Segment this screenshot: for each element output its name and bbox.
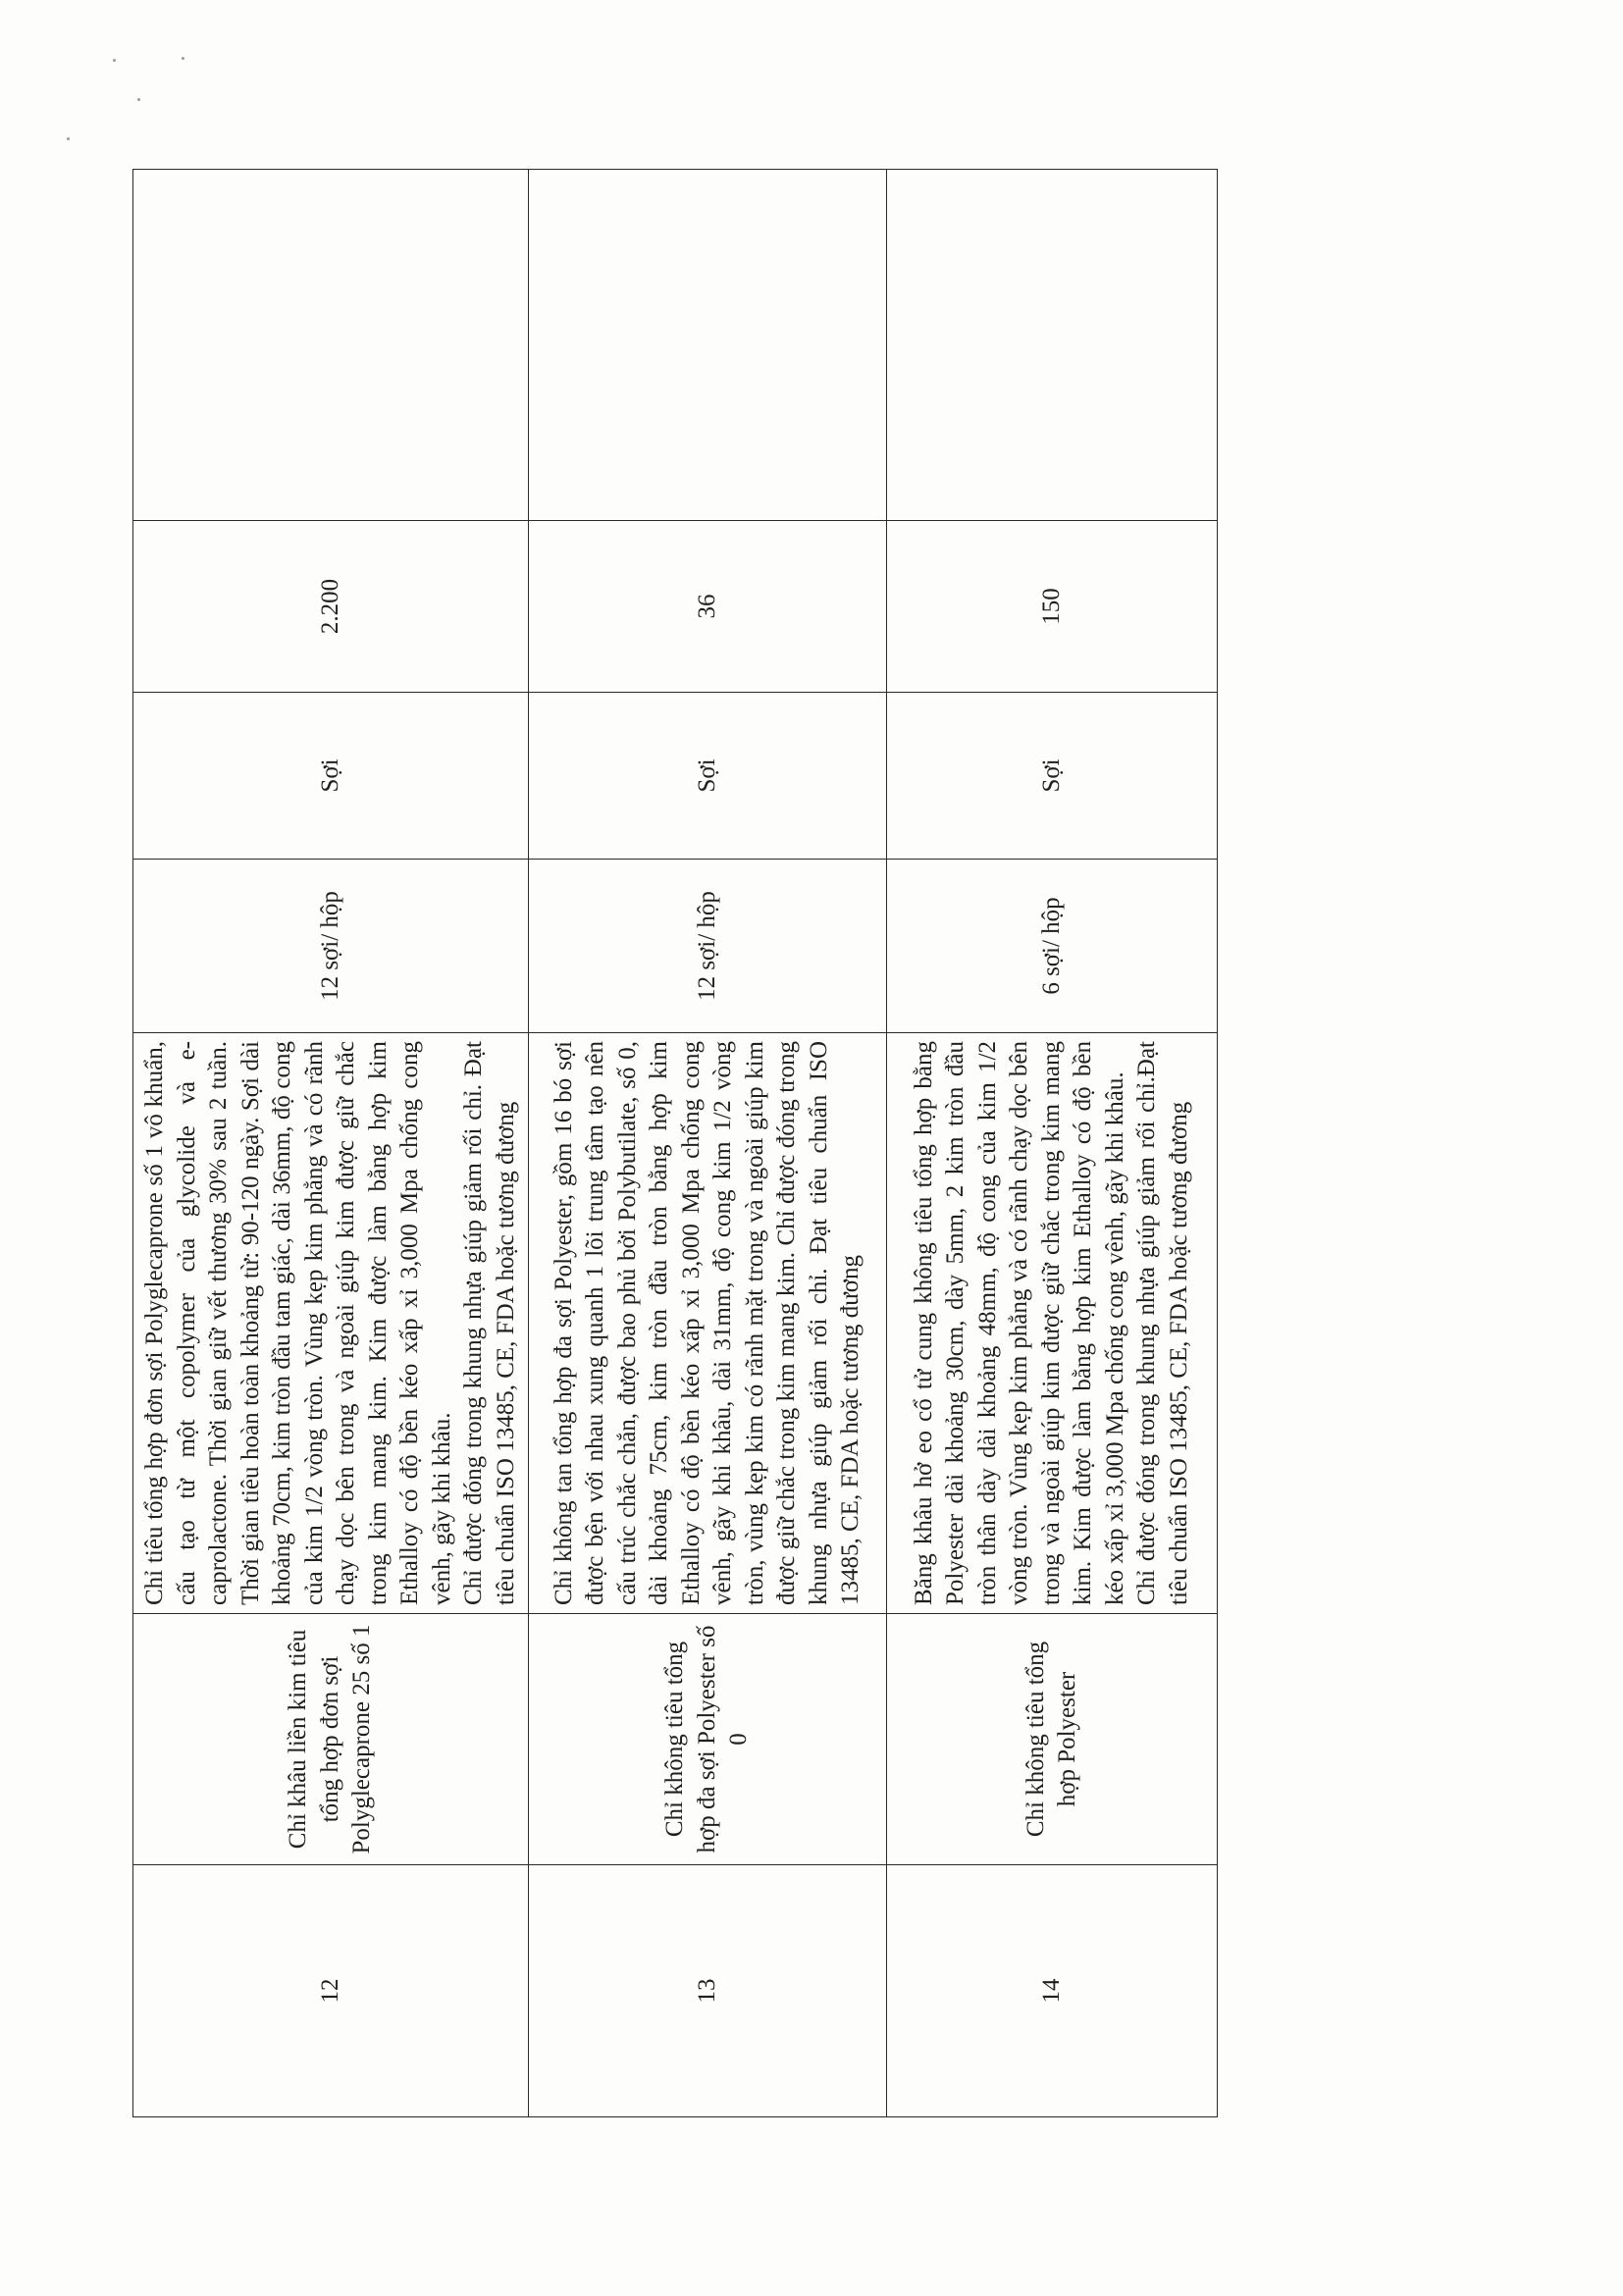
item-specification (529, 1033, 887, 1614)
spec-paragraph: Chỉ không tan tổng hợp đa sợi Polyester, gồm 16 bó sợi được bện với nhau xung quanh 1 lõi trung tâm tạo nên cấu trúc chắc chắn, được bao phủ bởi Polybutilate, số 0, dài khoảng 75cm, kim tròn đầu tròn bằng hợp kim Ethalloy có độ bền kéo xấp xỉ 3,000 Mpa chống cong vênh, gãy khi khâu, dài 31mm, độ cong kim 1/2 vòng tròn, vùng kẹp kim có rãnh mặt trong và ngoài giúp kim được giữ chắc trong kim mang kim. Chỉ được đóng trong khung nhựa giúp giảm rối chỉ. Đạt tiêu chuẩn ISO 13485, CE, FDA hoặc tương đương (550, 1041, 864, 1605)
quantity: 36 (529, 521, 887, 693)
table-row (133, 170, 529, 2117)
unit-of-measure: Sợi (133, 693, 529, 860)
row-number: 14 (887, 1865, 1218, 2117)
row-number: 12 (133, 1865, 529, 2117)
packing-spec: 12 sợi/ hộp (529, 860, 887, 1033)
scan-speck (113, 59, 116, 62)
item-table (132, 169, 1218, 2117)
table-row (887, 170, 1218, 2117)
rotated-table-container (132, 170, 1192, 2117)
quantity: 2.200 (133, 521, 529, 693)
note-cell (133, 170, 529, 521)
table-row (529, 170, 887, 2117)
item-specification (887, 1033, 1218, 1614)
packing-spec: 6 sợi/ hộp (887, 860, 1218, 1033)
item-name: Chỉ khâu liền kim tiêu tổng hợp đơn sợi Polyglecaprone 25 số 1 (133, 1614, 529, 1865)
scan-speck (182, 57, 184, 60)
spec-paragraph: Chỉ được đóng trong khung nhựa giúp giảm rối chỉ.Đạt tiêu chuẩn ISO 13485, CE, FDA hoặc tương đương (1133, 1041, 1192, 1605)
spec-paragraph: Chỉ tiêu tổng hợp đơn sợi Polyglecaprone số 1 vô khuẩn, cấu tạo từ một copolymer của glycolide và e-caprolactone. Thời gian giữ vết thương 30% sau 2 tuần. Thời gian tiêu hoàn toàn khoảng từ: 90-120 ngày. Sợi dài khoảng 70cm, kim tròn đầu tam giác, dài 36mm, độ cong của kim 1/2 vòng tròn. Vùng kẹp kim phẳng và có rãnh chạy dọc bên trong và ngoài giúp kim được giữ chắc trong kim mang kim. Kim được làm bằng hợp kim Ethalloy có độ bền kéo xấp xỉ 3,000 Mpa chống cong vênh, gãy khi khâu. (141, 1041, 455, 1605)
item-name: Chỉ không tiêu tổng hợp Polyester (887, 1614, 1218, 1865)
item-name: Chỉ không tiêu tổng hợp đa sợi Polyester số 0 (529, 1614, 887, 1865)
row-number: 13 (529, 1865, 887, 2117)
note-cell (887, 170, 1218, 521)
spec-paragraph: Băng khâu hở eo cổ tử cung không tiêu tổng hợp bằng Polyester dài khoảng 30cm, dày 5mm, 2 kim tròn đầu tròn thân dày dài khoảng 48mm, độ cong của kim 1/2 vòng tròn. Vùng kẹp kim phẳng và có rãnh chạy dọc bên trong và ngoài giúp kim được giữ chắc trong kim mang kim. Kim được làm bằng hợp kim Ethalloy có độ bền kéo xấp xỉ 3,000 Mpa chống cong vênh, gãy khi khâu. (910, 1041, 1128, 1605)
scan-speck (137, 98, 140, 101)
unit-of-measure: Sợi (529, 693, 887, 860)
quantity: 150 (887, 521, 1218, 693)
note-cell (529, 170, 887, 521)
item-specification (133, 1033, 529, 1614)
packing-spec: 12 sợi/ hộp (133, 860, 529, 1033)
spec-paragraph: Chỉ được đóng trong khung nhựa giúp giảm rối chỉ. Đạt tiêu chuẩn ISO 13485, CE, FDA hoặc tương đương (460, 1041, 519, 1605)
unit-of-measure: Sợi (887, 693, 1218, 860)
scan-speck (67, 137, 70, 140)
